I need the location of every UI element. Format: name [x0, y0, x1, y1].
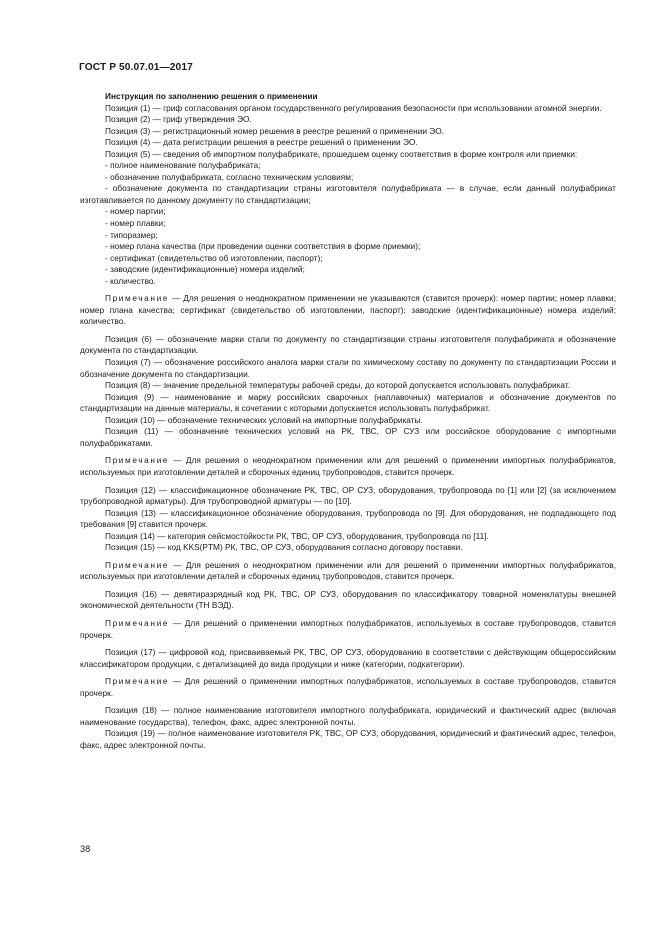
paragraph-text: — Для решения о неоднократном применении или для решений о применении импортных полуфабрикатов, используемых при изготовлении деталей и сборочных единиц трубопроводов, ставится прочерк. [80, 559, 616, 582]
paragraph-text: - номер плавки; [105, 218, 166, 229]
paragraph [80, 426, 616, 449]
paragraph [80, 276, 616, 288]
paragraph-text: Позиция (14) — категория сейсмостойкости РК, ТВС, ОР СУЗ, оборудования, трубопровода по [11]. [105, 530, 489, 541]
paragraph-text: Позиция (12) — классификационное обозначение РК, ТВС, ОР СУЗ, оборудования, трубопровода по [1] или [2] (за исключением трубопроводной арматуры). Для трубопроводной арматуры — по [10]. [80, 484, 616, 507]
note-paragraph [80, 618, 616, 641]
document-header: ГОСТ Р 50.07.01—2017 [79, 62, 193, 73]
section-title: Инструкция по заполнению решения о применении [105, 91, 318, 101]
paragraph [80, 218, 616, 230]
note-label: Примечание [105, 617, 170, 628]
paragraph-text: - полное наименование полуфабриката; [105, 160, 261, 171]
paragraph-text: - сертификат (свидетельство об изготовлении, паспорт); [105, 252, 323, 263]
paragraph [80, 415, 616, 427]
paragraph-text: Позиция (4) — дата регистрации решения в реестре решений о применении ЭО. [105, 137, 418, 148]
paragraph-text: Позиция (1) — гриф согласования органом государственного регулирования безопасности при использовании атомной энергии. [105, 102, 602, 113]
paragraph-text: — Для решения о неоднократном применении не указываются (ставится прочерк): номер партии; номер плавки; номер плана качества; сертификат (свидетельство об изготовлении, паспорт); заводские (идентификационные) номера изделий; количество. [80, 293, 616, 327]
paragraph-text: — Для решения о неоднократном применении или для решений о применении импортных полуфабрикатов, используемых при изготовлении деталей и сборочных единиц трубопроводов, ставится прочерк. [80, 455, 616, 477]
paragraph [80, 114, 616, 126]
paragraph [80, 531, 616, 543]
paragraph-text: Позиция (16) — девятиразрядный код РК, ТВС, ОР СУЗ, оборудования по классификатору товарной номенклатуры внешней экономической деятельности (ТН ВЭД). [80, 588, 616, 611]
paragraph [80, 485, 616, 508]
paragraph-text: - типоразмер; [105, 229, 158, 240]
paragraph-text: Позиция (9) — наименование и марку российских сварочных (наплавочных) материалов и обозначение документов по стандартизации на данные материалы, в сочетании с которыми допускается использовать полуфабрикат. [80, 391, 616, 414]
paragraph-text: — Для решений о применении импортных полуфабрикатов, используемых в составе трубопроводов, ставится прочерк. [80, 617, 616, 640]
paragraph-text: - заводские (идентификационные) номера изделий; [105, 264, 305, 275]
paragraph-text: Позиция (13) — классификационное обозначение оборудования, трубопровода по [9]. Для оборудования, не подпадающего под требования [9] ставится прочерк. [80, 507, 616, 530]
paragraph [80, 647, 616, 670]
paragraph-text: - номер партии; [105, 206, 166, 217]
paragraph [80, 392, 616, 415]
paragraph-text: Позиция (15) — код KKS(PTM) РК, ТВС, ОР СУЗ, оборудования согласно договору поставки. [105, 542, 463, 553]
paragraph-text: Позиция (11) — обозначение технических условий на РК, ТВС, ОР СУЗ или российское оборудование с импортными полуфабрикатами. [80, 426, 616, 448]
paragraph-text: - номер плана качества (при проведении оценки соответствия в форме приемки); [105, 241, 421, 252]
note-paragraph [80, 293, 616, 328]
paragraph [80, 705, 616, 728]
page-number: 38 [80, 844, 91, 854]
paragraph-text: Позиция (3) — регистрационный номер решения в реестре решений о применении ЭО. [105, 125, 444, 136]
note-label: Примечание [105, 676, 170, 687]
note-paragraph [80, 455, 616, 478]
paragraph-text: — Для решений о применении импортных полуфабрикатов, используемых в составе трубопроводов, ставится прочерк. [80, 676, 616, 698]
paragraph [80, 230, 616, 242]
paragraph [80, 264, 616, 276]
paragraph [80, 508, 616, 531]
paragraph-text: Позиция (19) — полное наименование изготовителя РК, ТВС, ОР СУЗ, оборудования, юридический и фактический адрес, телефон, факс, адрес электронной почты. [80, 728, 616, 750]
paragraph [80, 183, 616, 206]
paragraph-text: Позиция (5) — сведения об импортном полуфабрикате, прошедшем оценку соответствия в форме контроля или приемки: [105, 148, 578, 159]
paragraph [80, 357, 616, 380]
paragraph [80, 380, 616, 392]
paragraph-text: - обозначение документа по стандартизации страны изготовителя полуфабриката — в случае, если данный полуфабрикат изготавливается по данному документу по стандартизации; [80, 183, 616, 205]
paragraph [80, 589, 616, 612]
paragraph-text: Позиция (2) — гриф утверждения ЭО. [105, 114, 252, 125]
document-body [80, 91, 616, 751]
paragraph [80, 206, 616, 218]
paragraph [80, 334, 616, 357]
note-label: Примечание [105, 293, 170, 304]
note-paragraph [80, 676, 616, 699]
paragraph [80, 126, 616, 138]
paragraph-text: - обозначение полуфабриката, согласно техническим условиям; [105, 171, 354, 182]
paragraph [80, 103, 616, 115]
paragraph-text: - количество. [105, 275, 156, 286]
note-paragraph [80, 560, 616, 583]
paragraph-text: Позиция (6) — обозначение марки стали по документу по стандартизации страны изготовителя полуфабриката и обозначение документа по стандартизации. [80, 333, 616, 356]
note-label: Примечание [105, 559, 170, 570]
paragraph-text: Позиция (7) — обозначение российского аналога марки стали по химическому составу по документу по стандартизации России и обозначение документа по стандартизации. [80, 357, 616, 379]
paragraph [80, 728, 616, 751]
paragraph-text: Позиция (10) — обозначение технических условий на импортные полуфабрикаты. [105, 414, 423, 425]
paragraph [80, 149, 616, 161]
paragraph-text: Позиция (17) — цифровой код, присваиваемый РК, ТВС, ОР СУЗ, оборудованию в соответствии с действующим общероссийским классификатором продукции, с детализацией до вида продукции и ниже (категории, подкатегории). [80, 647, 616, 669]
note-label: Примечание [105, 455, 170, 466]
paragraph-text: Позиция (18) — полное наименование изготовителя импортного полуфабриката, юридический и фактический адрес (включая наименование государства), телефон, факс, адрес электронной почты. [80, 705, 616, 727]
paragraph [80, 160, 616, 172]
paragraph [80, 253, 616, 265]
paragraph-text: Позиция (8) — значение предельной температуры рабочей среды, до которой допускается использовать полуфабрикат. [105, 380, 571, 391]
paragraph [80, 172, 616, 184]
paragraph [80, 241, 616, 253]
paragraph [80, 137, 616, 149]
paragraph [80, 542, 616, 554]
